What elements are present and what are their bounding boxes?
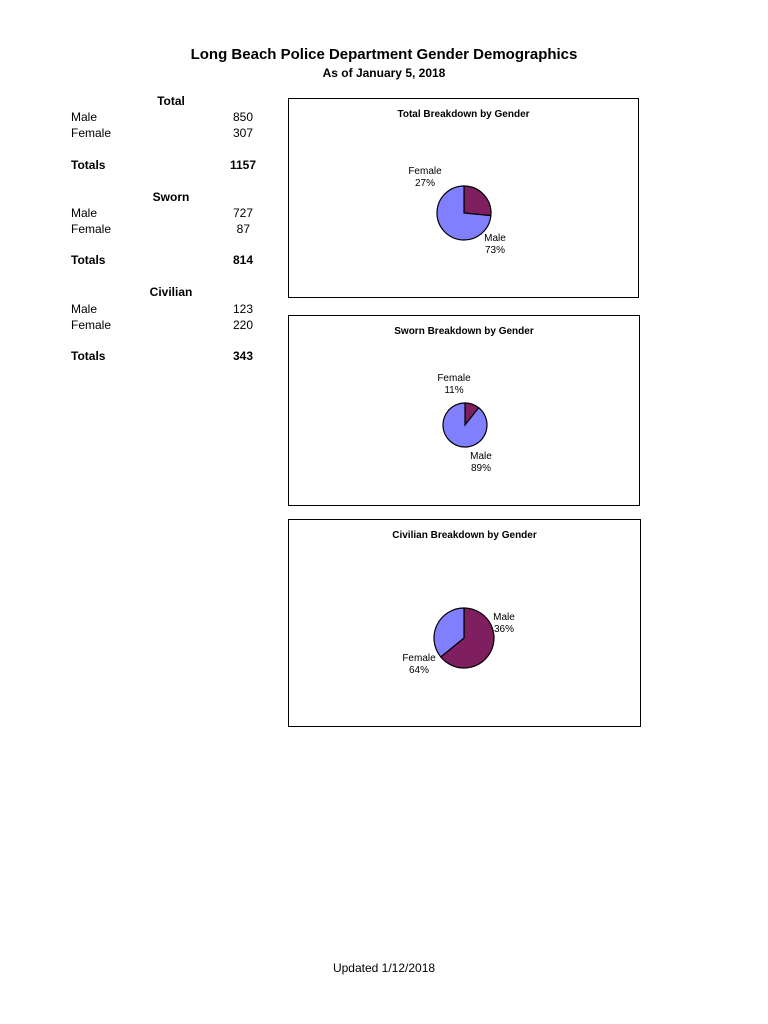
- total-male-value: 850: [232, 110, 253, 124]
- slice-label-male: Male: [484, 233, 506, 244]
- sworn-section-heading: Sworn: [152, 190, 190, 204]
- slice-percent-male: 73%: [484, 245, 506, 256]
- pie-slice-female: [464, 186, 491, 216]
- slice-label-male: Male: [493, 612, 515, 623]
- page-subtitle: As of January 5, 2018: [322, 66, 446, 80]
- total-section-heading: Total: [157, 94, 185, 108]
- chart-title: Civilian Breakdown by Gender: [392, 530, 537, 541]
- slice-label-male: Male: [470, 451, 492, 462]
- pie-slice-male: [443, 403, 487, 447]
- civilian-female-label: Female: [71, 318, 112, 332]
- civilian-totals-label: Totals: [71, 349, 106, 363]
- chart-title: Sworn Breakdown by Gender: [394, 326, 534, 337]
- slice-label-female: Female: [402, 653, 436, 664]
- pie-svg: [289, 99, 638, 297]
- slice-percent-female: 64%: [408, 665, 430, 676]
- sworn-female-label: Female: [71, 222, 112, 236]
- civilian-totals-value: 343: [232, 349, 253, 363]
- slice-percent-female: 27%: [414, 178, 436, 189]
- civilian-section-heading: Civilian: [149, 285, 193, 299]
- sworn-male-value: 727: [232, 206, 253, 220]
- slice-label-female: Female: [408, 166, 442, 177]
- slice-label-female: Female: [437, 373, 471, 384]
- slice-percent-male: 89%: [470, 463, 492, 474]
- total-female-value: 307: [232, 126, 253, 140]
- pie-svg: [289, 520, 640, 726]
- page-title: Long Beach Police Department Gender Demographics: [190, 46, 578, 63]
- civilian-male-label: Male: [71, 302, 98, 316]
- updated-footer: Updated 1/12/2018: [332, 961, 436, 975]
- sworn-totals-label: Totals: [71, 253, 106, 267]
- total-pie-chart: [288, 98, 639, 298]
- total-totals-value: 1157: [229, 158, 256, 172]
- slice-percent-female: 11%: [444, 385, 464, 396]
- sworn-totals-value: 814: [232, 253, 253, 267]
- civilian-pie-chart: [288, 519, 641, 727]
- total-totals-label: Totals: [71, 158, 106, 172]
- chart-title: Total Breakdown by Gender: [397, 109, 530, 120]
- sworn-pie-chart: [288, 315, 640, 506]
- total-male-label: Male: [71, 110, 98, 124]
- pie-svg: [289, 316, 639, 505]
- sworn-female-value: 87: [236, 222, 250, 236]
- sworn-male-label: Male: [71, 206, 98, 220]
- civilian-male-value: 123: [232, 302, 253, 316]
- total-female-label: Female: [71, 126, 112, 140]
- civilian-female-value: 220: [232, 318, 253, 332]
- slice-percent-male: 36%: [493, 624, 515, 635]
